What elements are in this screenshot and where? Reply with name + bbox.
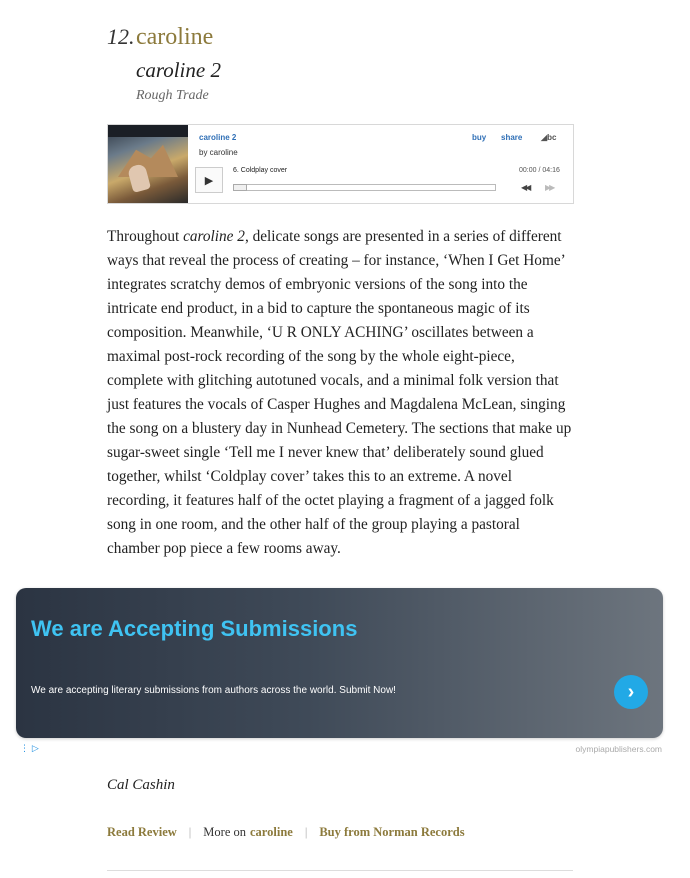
player-album-link[interactable]: caroline 2 <box>199 133 237 142</box>
progress-bar[interactable] <box>233 184 496 191</box>
album-entry <box>107 24 573 104</box>
player-buy-link[interactable]: buy <box>472 133 487 142</box>
ad-headline[interactable]: We are Accepting Submissions <box>31 616 358 641</box>
review-paragraph <box>107 225 573 561</box>
track-time: 00:00 / 04:16 <box>519 167 560 174</box>
ad-body[interactable]: We are accepting literary submissions from authors across the world. Submit Now! <box>31 685 396 696</box>
player-share-link[interactable]: share <box>501 133 523 142</box>
divider <box>107 870 573 871</box>
rank-line <box>107 24 573 56</box>
link-separator: | <box>188 825 192 839</box>
read-review-link[interactable]: Read Review <box>107 825 177 839</box>
bandcamp-logo[interactable]: ◢bc <box>541 133 557 142</box>
artist-link[interactable]: caroline <box>136 24 214 50</box>
buy-norman-records-link[interactable]: Buy from Norman Records <box>319 825 465 839</box>
more-on-artist-link[interactable]: caroline <box>250 825 293 839</box>
record-label: Rough Trade <box>136 88 209 103</box>
artwork-window-frame <box>108 125 188 137</box>
reviewer-name: Cal Cashin <box>107 777 175 793</box>
album-title: caroline 2 <box>136 58 221 82</box>
progress-handle[interactable] <box>233 184 247 191</box>
bandcamp-player[interactable] <box>107 124 574 204</box>
player-artist-link[interactable]: by caroline <box>199 148 238 157</box>
play-icon: ▶ <box>204 174 214 187</box>
entry-links <box>107 825 465 840</box>
review-album-italic: caroline 2 <box>183 228 245 245</box>
link-separator: | <box>304 825 308 839</box>
review-intro: Throughout <box>107 228 184 245</box>
play-button[interactable] <box>195 167 223 193</box>
ad-choices-icon[interactable]: ⋮ ▷ <box>20 744 39 754</box>
artwork-mountain <box>118 143 178 177</box>
ad-arrow-button[interactable] <box>614 675 648 709</box>
more-on-label: More on <box>203 825 246 839</box>
track-title: 6. Coldplay cover <box>233 167 288 174</box>
review-body: , delicate songs are presented in a series of different ways that reveal the process of creating – for instance, ‘When I Get Home’ integrates scratchy demos of embryonic versions of the song into the intricate end product, in a bid to capture the spontaneous magic of its composition. Meanwhile, ‘U R ONLY ACHING’ oscillates between a maximal post-rock recording of the song by the whole eight-piece, complete with glitching autotuned vocals, and a minimal folk version that just features the vocals of Casper Hughes and Magdalena McLean, singing the song on a blustery day in Nunhead Cemetery. The sections that make up sugar-sweet single ‘Tell me I never knew that’ deliberately sound glued together, whilst ‘Coldplay cover’ takes this to an extreme. A novel recording, it features half of the octet playing a fragment of a jagged folk song in one room, and the other half of the group playing a pastoral chamber pop piece a few rooms away. <box>107 228 572 557</box>
album-artwork[interactable] <box>108 125 188 203</box>
ad-domain[interactable]: olympiapublishers.com <box>575 744 662 754</box>
chevron-right-icon: › <box>627 680 635 703</box>
rank-number: 12. <box>107 24 135 49</box>
ad-banner[interactable] <box>16 588 663 738</box>
next-track-icon[interactable]: ▶▶ <box>545 183 554 192</box>
previous-track-icon[interactable]: ◀◀ <box>521 183 530 192</box>
